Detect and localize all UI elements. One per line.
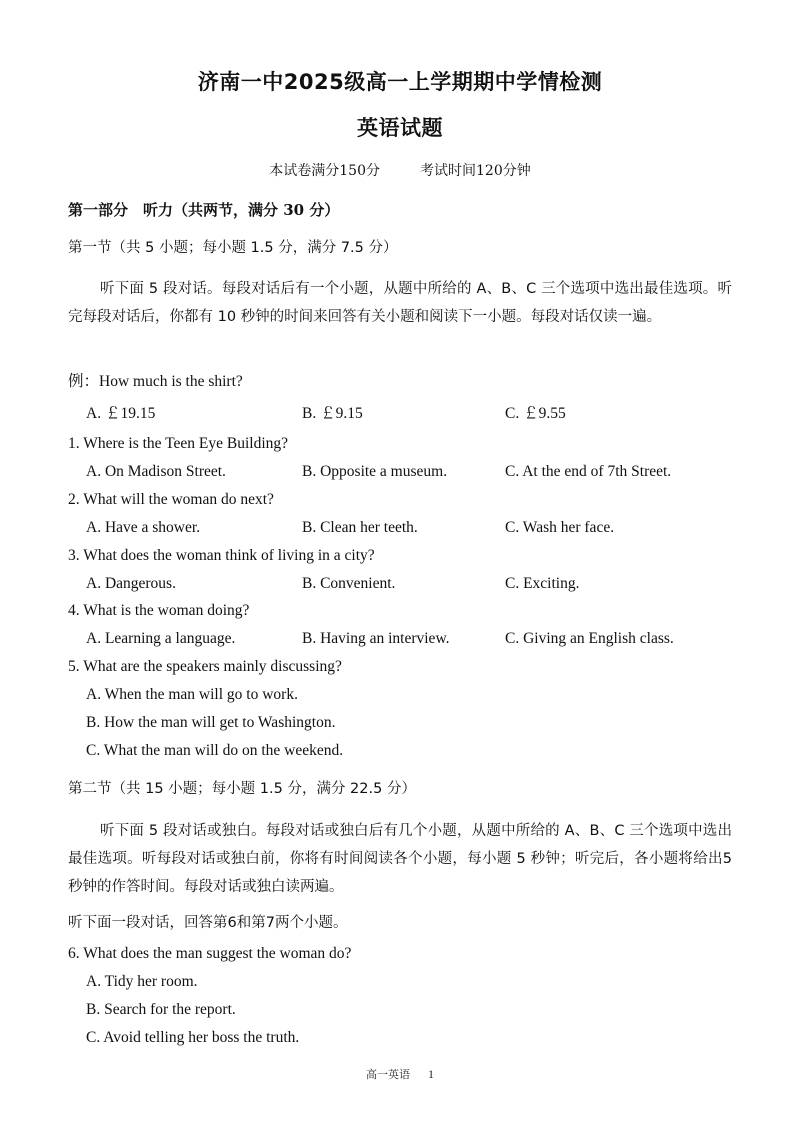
q6-option-a: A. Tidy her room. [86, 973, 198, 990]
exam-meta [0, 160, 800, 180]
question-5: 5. What are the speakers mainly discussing? [68, 658, 342, 675]
q5-option-c: C. What the man will do on the weekend. [86, 742, 344, 759]
q4-option-c: C. Giving an English class. [505, 630, 674, 647]
q5-option-b: B. How the man will get to Washington. [86, 714, 336, 731]
q3-option-a: A. Dangerous. [86, 575, 176, 592]
footer-subject: 高一英语 [366, 1068, 410, 1081]
section1-instructions: 听下面 5 段对话。每段对话后有一个小题，从题中所给的 A、B、C 三个选项中选出最佳选项。听完每段对话后，你都有 10 秒钟的时间来回答有关小题和阅读下一小题。每段对话仅读一遍。 [68, 281, 732, 325]
q6-option-b: B. Search for the report. [86, 1001, 236, 1018]
question-1: 1. Where is the Teen Eye Building? [68, 435, 289, 452]
q1-option-b: B. Opposite a museum. [302, 463, 448, 480]
example-option-b: B. ￡9.15 [302, 405, 363, 422]
score-info: 本试卷满分150分 [269, 163, 380, 179]
q1-option-a: A. On Madison Street. [86, 463, 226, 480]
question-4: 4. What is the woman doing? [68, 602, 250, 619]
page-number: 1 [428, 1067, 434, 1081]
q1-option-c: C. At the end of 7th Street. [505, 463, 672, 480]
time-info: 考试时间120分钟 [420, 163, 531, 179]
example-option-c: C. ￡9.55 [505, 405, 566, 422]
question-2: 2. What will the woman do next? [68, 491, 274, 508]
exam-subtitle: 英语试题 [357, 116, 443, 140]
section2-heading: 第二节（共 15 小题；每小题 1.5 分，满分 22.5 分） [68, 781, 416, 797]
q3-option-b: B. Convenient. [302, 575, 396, 592]
q5-option-a: A. When the man will go to work. [86, 686, 298, 703]
q3-option-c: C. Exciting. [505, 575, 580, 592]
q6-option-c: C. Avoid telling her boss the truth. [86, 1029, 300, 1046]
section1-heading: 第一节（共 5 小题；每小题 1.5 分，满分 7.5 分） [68, 240, 398, 256]
part1-heading: 第一部分 听力（共两节，满分 30 分） [68, 201, 340, 219]
example-option-a: A. ￡19.15 [86, 405, 156, 422]
q2-option-a: A. Have a shower. [86, 519, 201, 536]
q2-option-c: C. Wash her face. [505, 519, 615, 536]
exam-title: 济南一中2025级高一上学期期中学情检测 [197, 70, 603, 94]
dialog-note: 听下面一段对话，回答第6和第7两个小题。 [68, 915, 348, 931]
q4-option-b: B. Having an interview. [302, 630, 450, 647]
q2-option-b: B. Clean her teeth. [302, 519, 418, 536]
page-footer [0, 1066, 800, 1082]
example-question: 例：How much is the shirt? [68, 373, 243, 390]
q4-option-a: A. Learning a language. [86, 630, 236, 647]
question-3: 3. What does the woman think of living in a city? [68, 547, 375, 564]
question-6: 6. What does the man suggest the woman do? [68, 945, 352, 962]
section2-instructions: 听下面 5 段对话或独白。每段对话或独白后有几个小题，从题中所给的 A、B、C 三个选项中选出最佳选项。听每段对话或独白前，你将有时间阅读各个小题，每小题 5 秒钟；听完后，各小题将给出5 秒钟的作答时间。每段对话或独白读两遍。 [68, 823, 732, 895]
